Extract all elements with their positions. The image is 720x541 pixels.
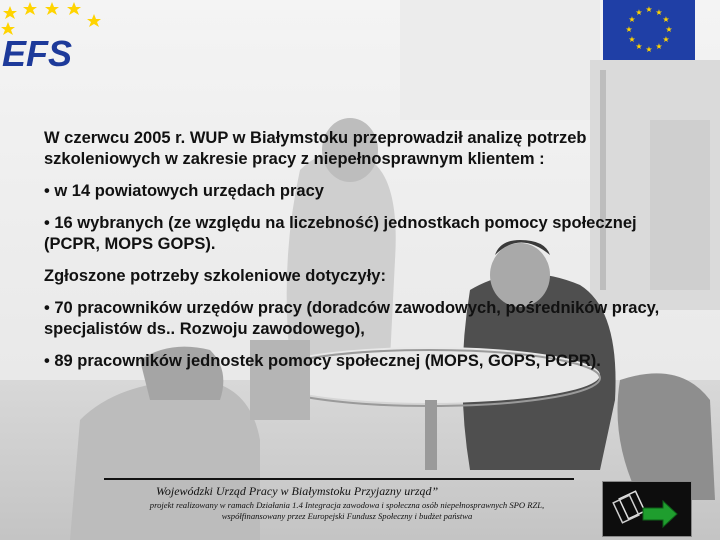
efs-logo <box>0 0 110 72</box>
svg-text:★: ★ <box>662 35 670 44</box>
svg-text:★: ★ <box>645 45 653 54</box>
logo-text: EFS <box>2 33 73 72</box>
svg-text:★: ★ <box>635 42 643 51</box>
svg-text:★: ★ <box>635 8 643 17</box>
footer-title: Wojewódzki Urząd Pracy w Białymstoku Przyjazny urząd” <box>156 484 439 498</box>
footer-divider <box>104 478 574 480</box>
bullet-item: • w 14 powiatowych urzędach pracy <box>44 182 324 200</box>
bullet-item: • 16 wybranych (ze względu na liczebność) jednostkach pomocy społecznej (PCPR, MOPS GOPS). <box>44 214 637 253</box>
intro-text: W czerwcu 2005 r. WUP w Białymstoku przeprowadził analizę potrzeb szkoleniowych w zakresie pracy z niepełnosprawnym klientem : <box>44 129 587 168</box>
slide-content <box>44 128 674 383</box>
footer-subtitle <box>104 500 590 522</box>
svg-text:★: ★ <box>655 42 663 51</box>
footer-sub-line: projekt realizowany w ramach Działania 1.4 Integracja zawodowa i społeczna osób niepełnosprawnych SPO RZL, <box>149 500 545 510</box>
svg-text:★: ★ <box>645 5 653 14</box>
svg-text:★: ★ <box>655 8 663 17</box>
svg-text:★: ★ <box>628 35 636 44</box>
svg-text:★: ★ <box>625 25 633 34</box>
arrow-right-icon <box>603 482 691 536</box>
next-slide-button[interactable] <box>602 481 692 537</box>
bullet-item: • 70 pracowników urzędów pracy (doradców zawodowych, pośredników pracy, specjalistów ds.. Rozwoju zawodowego), <box>44 299 660 338</box>
svg-text:★: ★ <box>665 25 673 34</box>
svg-text:★: ★ <box>628 15 636 24</box>
needs-heading: Zgłoszone potrzeby szkoleniowe dotyczyły: <box>44 267 386 285</box>
eu-flag-icon <box>603 0 695 60</box>
svg-text:★: ★ <box>662 15 670 24</box>
footer-sub-line: współfinansowany przez Europejski Fundusz Społeczny i budżet państwa <box>221 511 473 521</box>
bullet-item: • 89 pracowników jednostek pomocy społecznej (MOPS, GOPS, PCPR). <box>44 352 601 370</box>
